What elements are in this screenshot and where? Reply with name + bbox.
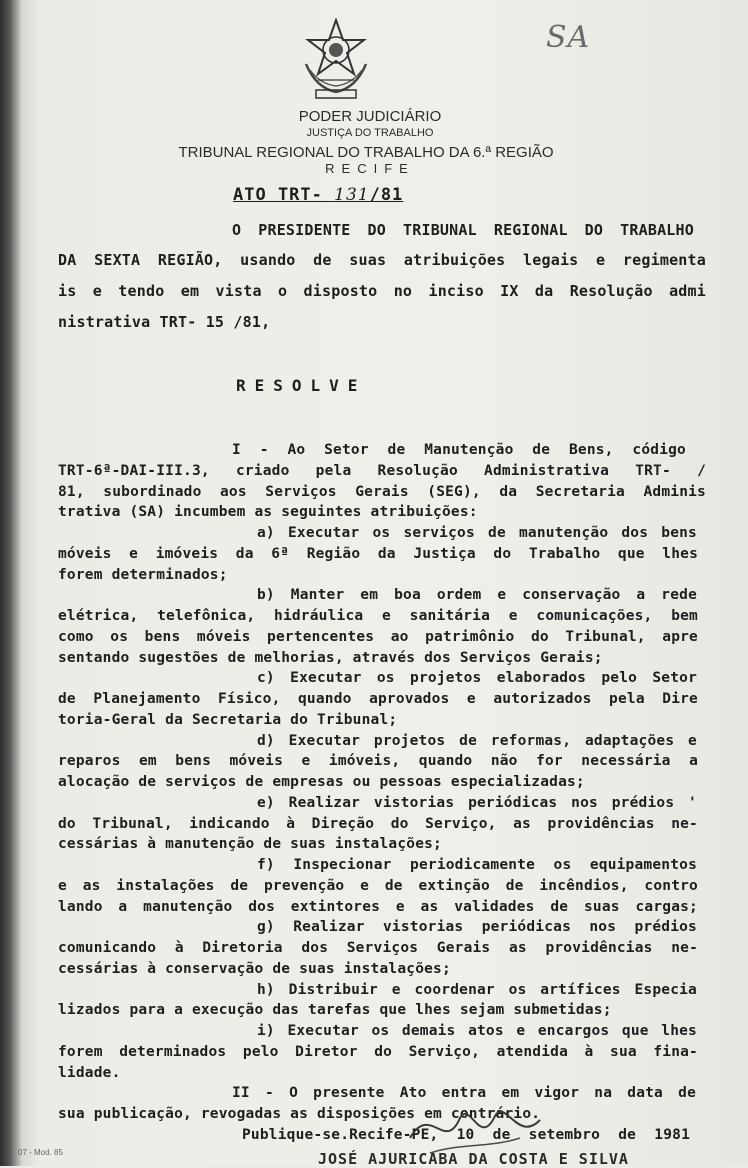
body-line: f) Inspecionar periodicamente os equipamentos [257,857,697,873]
header-branch: PODER JUDICIÁRIO [298,108,442,125]
body-line: sentando sugestões de melhorias, através dos Serviços Gerais; [58,650,603,666]
form-code: 07 - Mod. 85 [18,1148,63,1157]
resolve-heading: RESOLVE [236,376,367,395]
act-prefix: ATO TRT- [233,185,335,205]
coat-of-arms-emblem [298,18,374,102]
handwritten-initials: SA [546,20,591,55]
body-line: I - Ao Setor de Manutenção de Bens, código [232,442,686,458]
body-line: b) Manter em boa ordem e conservação a rede [257,587,697,603]
body-line: de Planejamento Físico, quando aprovados e autorizados pela Dire [58,691,698,707]
body-line: i) Executar os demais atos e encargos que lhes [257,1023,697,1039]
body-line: forem determinados; [58,567,228,583]
body-line: e) Realizar vistorias periódicas nos prédios ' [257,795,697,811]
body-line: elétrica, telefônica, hidráulica e sanitária e comunicações, bem [58,608,698,624]
body-line: 81, subordinado aos Serviços Gerais (SEG), da Secretaria Adminis [58,484,706,500]
body-line: g) Realizar vistorias periódicas nos prédios [257,919,697,935]
body-line: e as instalações de prevenção e de extinção de incêndios, contro [58,878,698,894]
body-line: cessárias à manutenção de suas instalações; [58,836,442,852]
header-city: RECIFE [325,161,415,176]
body-line: reparos em bens móveis e imóveis, quando não for necessária a [58,753,698,769]
preamble-line: nistrativa TRT- 15 /81, [58,313,271,331]
body-line: II - O presente Ato entra em vigor na data de [232,1085,696,1101]
signatory-name: JOSÉ AJURICABA DA COSTA E SILVA [318,1150,629,1168]
body-line: lizados para a execução das tarefas que lhes sejam submetidas; [58,1002,612,1018]
body-line: sua publicação, revogadas as disposições em contrário. [58,1106,541,1122]
body-line: toria-Geral da Secretaria do Tribunal; [58,712,398,728]
body-line: do Tribunal, indicando à Direção do Serviço, as providências ne- [58,816,698,832]
body-line: d) Executar projetos de reformas, adaptações e [257,733,697,749]
body-line: a) Executar os serviços de manutenção dos bens [257,525,697,541]
body-line: TRT-6ª-DAI-III.3, criado pela Resolução Administrativa TRT- / [58,463,706,479]
act-number: 131 [334,185,370,205]
act-suffix: /81 [369,185,404,205]
act-title [233,185,403,205]
body-line: como os bens móveis pertencentes ao patrimônio do Tribunal, apre [58,629,698,645]
body-line: forem determinados pelo Diretor do Serviço, atendida à sua fina- [58,1044,698,1060]
body-line: h) Distribuir e coordenar os artífices Especia [257,982,697,998]
body-line: Publique-se.Recife-PE, 10 de setembro de 1981 [242,1127,690,1143]
header-justice: JUSTIÇA DO TRABALHO [306,127,434,139]
header-tribunal: TRIBUNAL REGIONAL DO TRABALHO DA 6.ª REGIÃO [178,144,554,161]
preamble-line: DA SEXTA REGIÃO, usando de suas atribuições legais e regimenta [58,251,706,269]
body-line: lando a manutenção dos extintores e as validades de suas cargas; [58,899,698,915]
preamble-line: is e tendo em vista o disposto no inciso IX da Resolução admi [58,282,706,300]
body-line: c) Executar os projetos elaborados pelo Setor [257,670,697,686]
body-line: alocação de serviços de empresas ou pessoas especializadas; [58,774,585,790]
handwritten-signature-scrawl [400,1098,550,1158]
preamble-line: O PRESIDENTE DO TRIBUNAL REGIONAL DO TRABALHO [232,221,694,239]
body-line: comunicando à Diretoria dos Serviços Gerais as providências ne- [58,940,698,956]
body-line: cessárias à conservação de suas instalações; [58,961,451,977]
body-line: trativa (SA) incumbem as seguintes atribuições: [58,504,478,520]
body-line: móveis e imóveis da 6ª Região da Justiça do Trabalho que lhes [58,546,698,562]
body-line: lidade. [58,1065,121,1081]
